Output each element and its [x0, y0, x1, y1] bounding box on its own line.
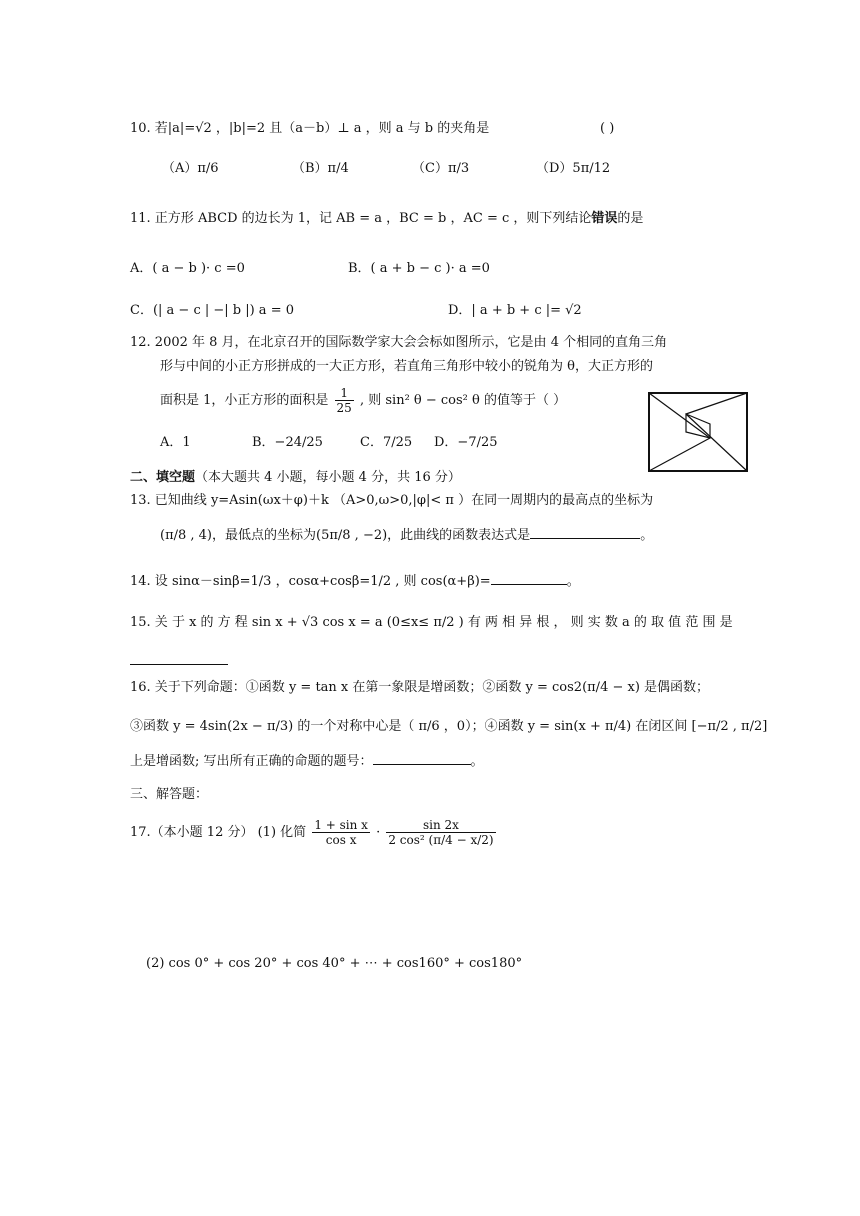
q17-fraction-2-denominator: 2 cos² (π/4 − x/2): [388, 833, 494, 847]
q12-line-3-text: 面积是 1，小正方形的面积是: [160, 393, 329, 408]
q10-option-a: （A）π/6: [162, 161, 219, 176]
q10-option-c: （C）π/3: [412, 161, 470, 176]
q13-line-2-text: (π/8 , 4)，最低点的坐标为(5π/8 , −2)，此曲线的函数表达式是: [160, 528, 531, 543]
q14-end: 。: [566, 574, 580, 589]
q11-stem-end: 的是: [617, 211, 644, 226]
q15-answer-blank[interactable]: [130, 664, 228, 665]
q12-option-a: A．1: [160, 435, 191, 450]
q17-label: 17.（本小题 12 分） (1) 化简: [130, 825, 307, 840]
q12-option-c: C．7/25: [360, 435, 413, 450]
q17-fraction-1: [312, 818, 370, 847]
q10-option-b: （B）π/4: [292, 161, 349, 176]
q11-option-d: D．| a + b + c |= √2: [448, 303, 582, 318]
q11-stem: [130, 210, 643, 228]
q11-stem-emphasis: 错误: [591, 211, 618, 226]
q16-line-2: ③函数 y = 4sin(2x − π/3) 的一个对称中心是（ π/6 ，0）；④函数 y = sin(x + π/4) 在闭区间 [−π/2 , π/2]: [130, 719, 768, 734]
q17-fraction-2: [386, 818, 495, 847]
q11-option-a: A．( a − b )· c =0: [130, 261, 245, 276]
q16-line-3: [130, 750, 484, 771]
section-2-detail: （本大题共 4 小题，每小题 4 分，共 16 分）: [195, 470, 461, 485]
q12-line-3-end: , 则 sin² θ − cos² θ 的值等于（ ）: [359, 393, 567, 408]
q17-fraction-1-numerator: 1 + sin x: [314, 818, 368, 832]
q11-stem-text: 11. 正方形 ABCD 的边长为 1，记 AB = a ，BC = b ，AC = c ，则下列结论: [130, 211, 592, 226]
q11-option-c: C．(| a − c | −| b |) a = 0: [130, 303, 294, 318]
q12-line-2: 形与中间的小正方形拼成的一大正方形，若直角三角形中较小的锐角为 θ，大正方形的: [160, 359, 653, 374]
q10-option-d: （D）5π/12: [536, 161, 611, 176]
q14-answer-blank[interactable]: [491, 570, 567, 585]
congress-emblem-figure: [648, 392, 748, 472]
q13-line-2: [160, 524, 653, 545]
section-2-heading: [130, 469, 461, 487]
q12-area-numerator: 1: [335, 386, 354, 401]
q14-line: [130, 570, 580, 591]
q17-part-2: (2) cos 0° + cos 20° + cos 40° + ⋯ + cos160° + cos180°: [146, 956, 523, 971]
q12-line-3: [160, 386, 566, 415]
q12-option-d: D．−7/25: [434, 435, 498, 450]
q13-line-1: 13. 已知曲线 y=Asin(ωx＋φ)＋k （A>0,ω>0,|φ|< π ）在同一周期内的最高点的坐标为: [130, 493, 654, 508]
q16-line-1: 16. 关于下列命题：①函数 y = tan x 在第一象限是增函数；②函数 y = cos2(π/4 − x) 是偶函数；: [130, 680, 710, 695]
q12-line-1: 12. 2002 年 8 月，在北京召开的国际数学家大会会标如图所示，它是由 4 个相同的直角三角: [130, 335, 668, 350]
q11-option-b: B．( a + b − c )· a =0: [348, 261, 490, 276]
q12-small-square-area: [335, 386, 354, 415]
q17-multiply-dot: ·: [376, 825, 381, 840]
q14-text: 14. 设 sinα－sinβ=1/3 ，cosα+cosβ=1/2 , 则 cos(α+β)=: [130, 574, 491, 589]
q10-answer-bracket: ( ): [600, 121, 615, 136]
q10-stem: 10. 若|a|=√2 ，|b|=2 且（a－b）⊥ a ，则 a 与 b 的夹角是: [130, 121, 490, 136]
q16-end: 。: [470, 754, 484, 769]
q17-fraction-2-numerator: sin 2x: [386, 818, 495, 833]
q12-area-denominator: 25: [336, 401, 352, 415]
q16-answer-blank[interactable]: [373, 750, 471, 765]
section-3-title: 三、解答题：: [130, 787, 209, 802]
q15-text: 15. 关 于 x 的 方 程 sin x + √3 cos x = a (0≤x≤ π/2 ) 有 两 相 异 根 ， 则 实 数 a 的 取 值 范 围 是: [130, 615, 733, 630]
q12-option-b: B．−24/25: [252, 435, 323, 450]
q13-answer-blank[interactable]: [530, 524, 640, 539]
q13-line-2-end: 。: [640, 528, 654, 543]
q17-part-1: [130, 818, 498, 847]
section-2-title: 二、填空题: [130, 470, 196, 485]
q17-fraction-1-denominator: cos x: [325, 833, 357, 847]
q16-line-3-text: 上是增函数; 写出所有正确的命题的题号：: [130, 754, 373, 769]
